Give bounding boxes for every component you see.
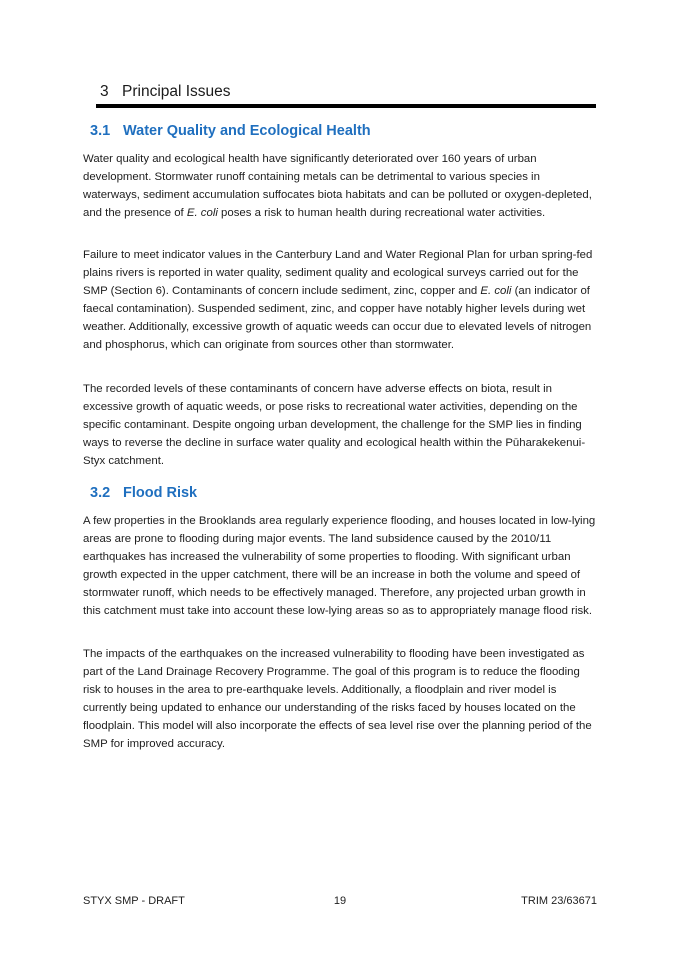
chapter-rule (96, 104, 596, 108)
section-title: Water Quality and Ecological Health (123, 123, 371, 139)
text-run: poses a risk to human health during recreational water activities. (217, 207, 546, 219)
section-heading-water-quality (90, 121, 590, 141)
italic-species-name: E. coli (480, 285, 512, 297)
chapter-title: Principal Issues (122, 83, 231, 100)
footer-page-number: 19 (333, 895, 347, 907)
footer-trim-reference: TRIM 23/63671 (521, 895, 597, 907)
paragraph-water-quality-3: The recorded levels of these contaminants of concern have adverse effects on biota, result in excessive growth of aquatic weeds, or pose risks to recreational water activities, depending on the specific contaminant. Despite ongoing urban development, the challenge for the SMP lies in finding ways to reverse the decline in surface water quality and ecological health within the Pūharakekenui-Styx catchment. (83, 383, 586, 467)
paragraph-flood-risk-1: A few properties in the Brooklands area regularly experience flooding, and houses located in low-lying areas are prone to flooding during major events. The land subsidence caused by the 2010/11 earthquakes has increased the vulnerability of some properties to flooding. With significant urban growth expected in the upper catchment, there will be an increase in both the volume and speed of stormwater runoff, which needs to be effectively managed. Therefore, any projected urban growth in this catchment must take into account these low-lying areas so as to appropriately manage flood risk. (83, 515, 596, 617)
paragraph-water-quality-2 (83, 246, 597, 354)
section-number: 3.1 (90, 123, 111, 139)
paragraph-flood-risk-2: The impacts of the earthquakes on the increased vulnerability to flooding have been investigated as part of the Land Drainage Recovery Programme. The goal of this program is to reduce the flooding risk to houses in the area to pre-earthquake levels. Additionally, a floodplain and river model is currently being updated to enhance our understanding of the risks faced by houses located on the floodplain. This model will also incorporate the effects of sea level rise over the planning period of the SMP for improved accuracy. (83, 648, 592, 750)
text-run: Water quality and ecological health have significantly deteriorated over 160 years of urban development. Stormwater runoff containing metals can be detrimental to various species in waterways, sediment accumulation suffocates biota habitats and can be polluted or oxygen-depleted, and the presence of (83, 153, 592, 219)
section-number: 3.2 (90, 485, 111, 501)
section-title: Flood Risk (123, 485, 198, 501)
chapter-number: 3 (100, 83, 109, 100)
section-heading-flood-risk (90, 483, 590, 503)
text-run: Failure to meet indicator values in the Canterbury Land and Water Regional Plan for urban spring-fed plains rivers is reported in water quality, sediment quality and ecological surveys carried out for the SMP (Section 6). Contaminants of concern include sediment, zinc, copper and (83, 249, 593, 297)
page-footer (83, 893, 597, 909)
italic-species-name: E. coli (186, 207, 218, 219)
footer-document-title: STYX SMP - DRAFT (83, 895, 185, 907)
chapter-heading (100, 82, 596, 102)
text-run: (an indicator of faecal contamination). Suspended sediment, zinc, and copper have notably higher levels during wet weather. Additionally, excessive growth of aquatic weeds can occur due to elevated levels of nitrogen and phosphorus, which can originate from sources other than stormwater. (83, 285, 592, 351)
paragraph-water-quality-1 (83, 150, 597, 222)
